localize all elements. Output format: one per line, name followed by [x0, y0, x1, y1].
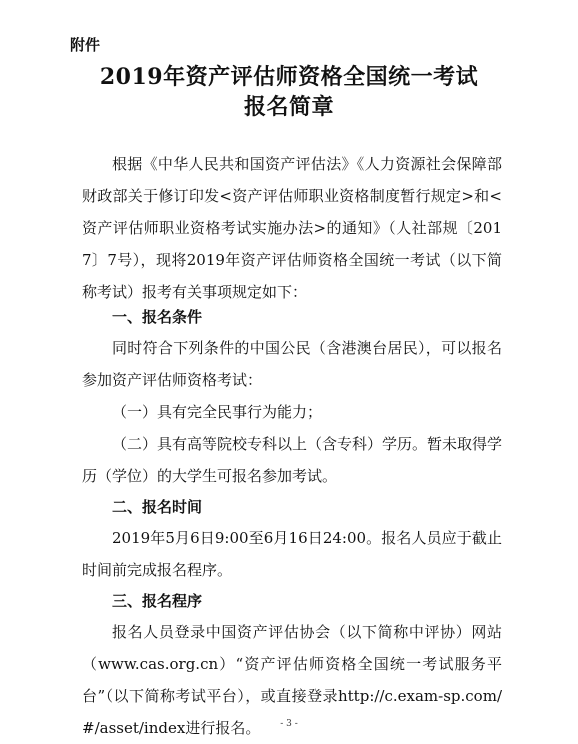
conditions-paragraph: 同时符合下列条件的中国公民（含港澳台居民），可以报名参加资产评估师资格考试：	[82, 339, 502, 389]
attachment-label: 附件	[70, 36, 101, 54]
page-number: - 3 -	[280, 719, 298, 729]
intro-paragraph: 根据《中华人民共和国资产评估法》《人力资源社会保障部 财政部关于修订印发<资产评估师职业资格制度暂行规定>和<资产评估师职业资格考试实施办法>的通知》（人社部规〔2017〕7号），现将2019年资产评估师资格全国统一考试（以下简称考试）报考有关事项规定如下：	[82, 155, 502, 301]
time-paragraph: 2019年5月6日9:00至6月16日24:00。报名人员应于截止时间前完成报名程序。	[82, 529, 502, 579]
section-heading-time: 二、报名时间	[112, 498, 203, 516]
procedure-paragraph: 报名人员登录中国资产评估协会（以下简称中评协）网站（www.cas.org.cn）“资产评估师资格全国统一考试服务平台”（以下简称考试平台），或直接登录http://c.exam-sp.com/#/asset/index进行报名。	[82, 623, 502, 737]
document-subtitle: 报名简章	[243, 94, 334, 120]
document-title: 2019年资产评估师资格全国统一考试	[99, 64, 479, 90]
condition-item-1: （一）具有完全民事行为能力；	[112, 403, 323, 421]
condition-item-2: （二）具有高等院校专科以上（含专科）学历。暂未取得学历（学位）的大学生可报名参加考试。	[82, 435, 503, 485]
section-heading-conditions: 一、报名条件	[112, 308, 203, 326]
section-heading-procedure: 三、报名程序	[112, 592, 203, 610]
